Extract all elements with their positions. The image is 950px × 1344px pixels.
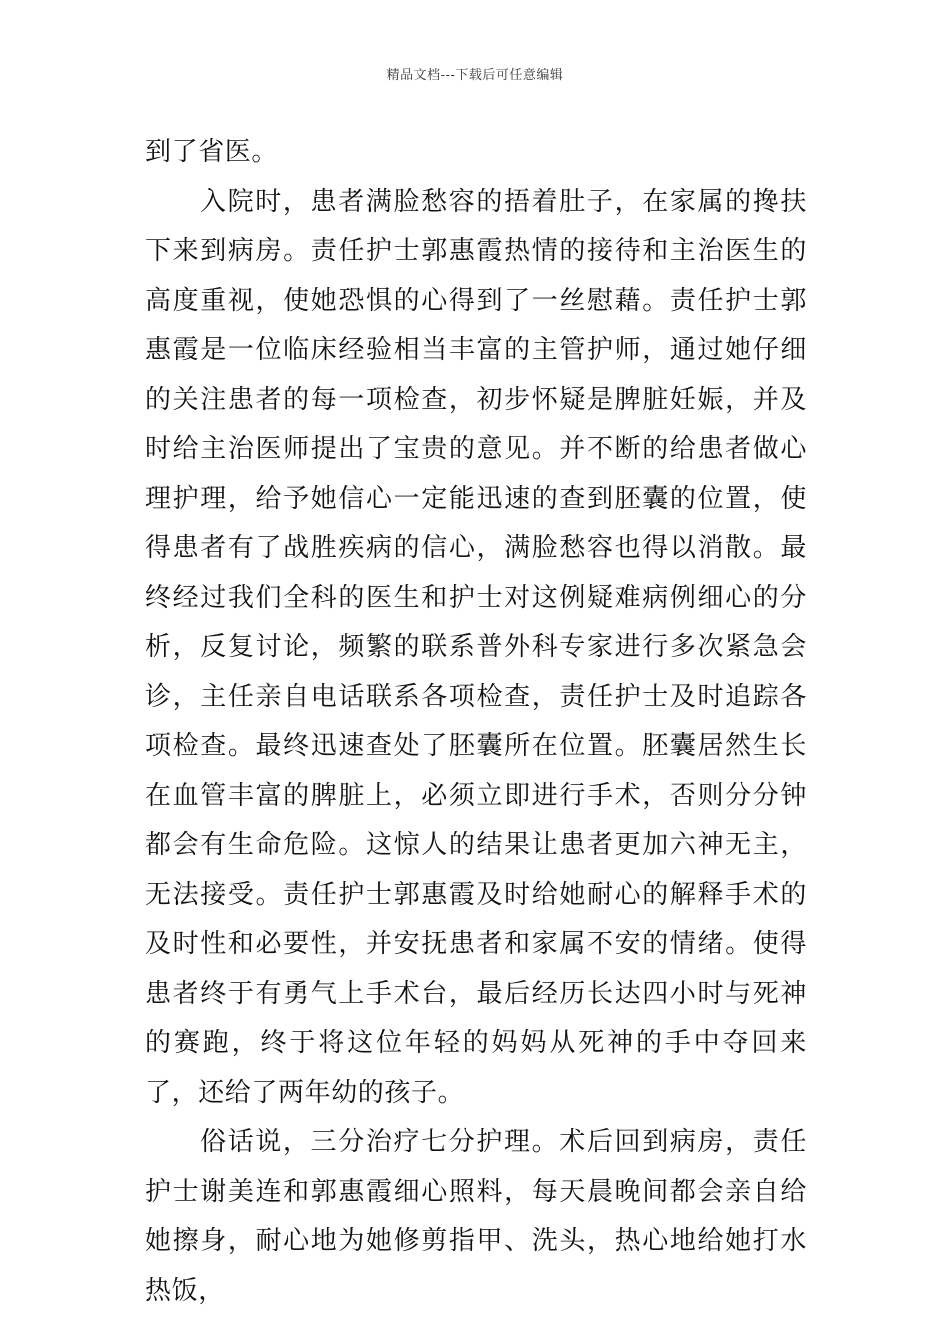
- paragraph-admission: 入院时，患者满脸愁容的捂着肚子，在家属的搀扶下来到病房。责任护士郭惠霞热情的接待和主治医生的高度重视，使她恐惧的心得到了一丝慰藉。责任护士郭惠霞是一位临床经验相当丰富的主管护师，通过她仔细的关注患者的每一项检查，初步怀疑是脾脏妊娠，并及时给主治医师提出了宝贵的意见。并不断的给患者做心理护理，给予她信心一定能迅速的查到胚囊的位置，使得患者有了战胜疾病的信心，满脸愁容也得以消散。最终经过我们全科的医生和护士对这例疑难病例细心的分析，反复讨论，频繁的联系普外科专家进行多次紧急会诊，主任亲自电话联系各项检查，责任护士及时追踪各项检查。最终迅速查处了胚囊所在位置。胚囊居然生长在血管丰富的脾脏上，必须立即进行手术，否则分分钟都会有生命危险。这惊人的结果让患者更加六神无主，无法接受。责任护士郭惠霞及时给她耐心的解释手术的及时性和必要性，并安抚患者和家属不安的情绪。使得患者终于有勇气上手术台，最后经历长达四小时与死神的赛跑，终于将这位年轻的妈妈从死神的手中夺回来了，还给了两年幼的孩子。: [145, 186, 807, 1108]
- document-body: [145, 128, 807, 1316]
- paragraph-continuation: 到了省医。: [145, 137, 279, 167]
- paragraph-postop-care: 俗话说，三分治疗七分护理。术后回到病房，责任护士谢美连和郭惠霞细心照料，每天晨晚间都会亲自给她擦身，耐心地为她修剪指甲、洗头，热心地给她打水热饭，: [145, 1127, 807, 1306]
- page-header: 精品文档---下载后可任意编辑: [386, 68, 564, 83]
